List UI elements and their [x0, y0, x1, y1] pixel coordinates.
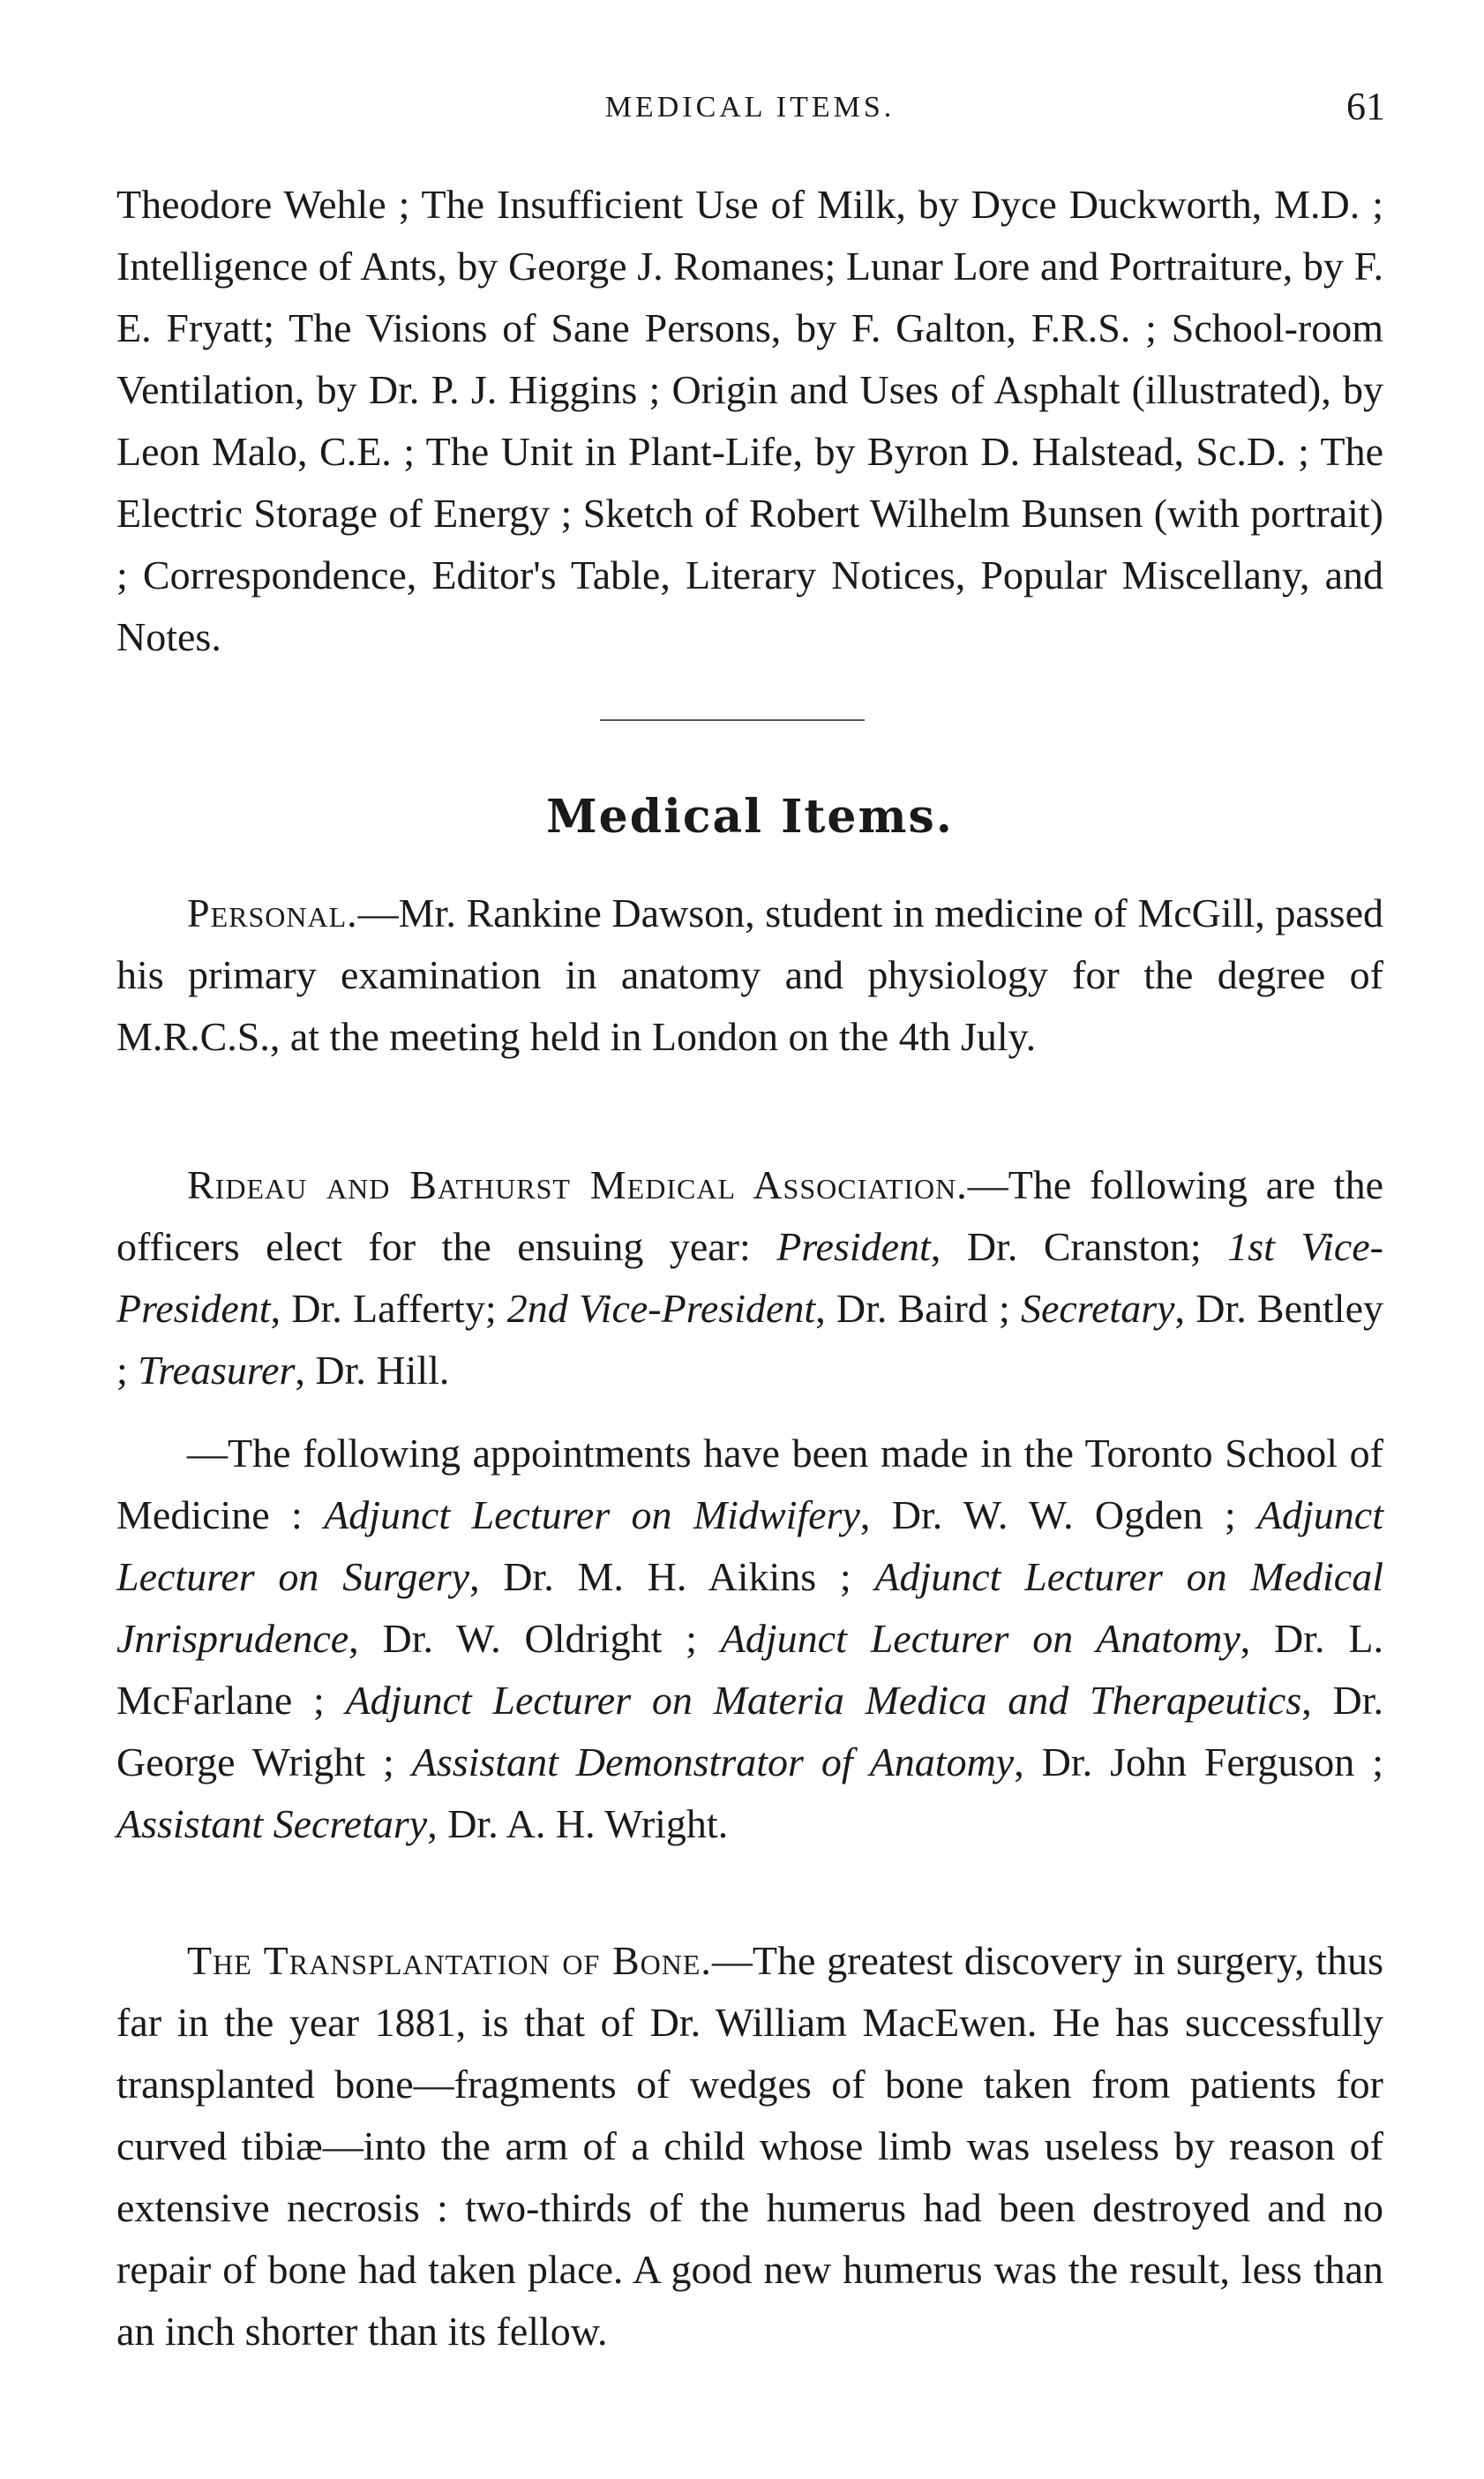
personal-heading: Personal. [187, 890, 358, 935]
appointment-title: Assistant Secretary [116, 1801, 428, 1846]
running-title: MEDICAL ITEMS. [604, 91, 896, 124]
bone-body: —The greatest discovery in surgery, thus far in the year 1881, is that of Dr. William MacEwen. He has successfully transplanted bone—fragments of wedges of bone taken from patients for curved tibiæ—into the arm of a child whose limb was useless by reason of extensive necrosis : two-thirds of the humerus had been destroyed and no repair of bone had taken place. A good new humerus was the result, less than an inch shorter than its fellow. [116, 1938, 1383, 2354]
appointment-title: Adjunct Lecturer on Anatomy [720, 1616, 1240, 1661]
appointee-name: , Dr. John Ferguson ; [1014, 1739, 1383, 1784]
appointment-title: Adjunct Lecturer on Surgery [116, 1492, 1383, 1599]
officer-title: Treasurer [138, 1348, 296, 1393]
page-number: 61 [1346, 85, 1385, 128]
officer-name: , Dr. Lafferty; [270, 1286, 507, 1331]
rideau-item [116, 1154, 1383, 1401]
officer-title: Secretary [1020, 1286, 1175, 1331]
officer-title: 1st Vice-President [116, 1224, 1383, 1331]
appointee-name: , Dr. George Wright ; [116, 1678, 1384, 1784]
rideau-paragraph [116, 1154, 1383, 1401]
appointee-name: , Dr. M. H. Aikins ; [469, 1554, 875, 1599]
bone-item [116, 1930, 1383, 2363]
appointment-title: Adjunct Lecturer on Medical Jnrisprudence [116, 1554, 1384, 1661]
toronto-intro: —The following appointments have been made in the Toronto School of Medicine : [116, 1431, 1383, 1537]
toronto-paragraph [116, 1423, 1383, 1855]
contents-paragraph: Theodore Wehle ; The Insufficient Use of Milk, by Dyce Duckworth, M.D. ; Intelligence of Ants, by George J. Romanes; Lunar Lore and Portraiture, by F. E. Fryatt; The Visions of Sane Persons, by F. Galton, F.R.S. ; School-room Ventilation, by Dr. P. J. Higgins ; Origin and Uses of Asphalt (illustrated), by Leon Malo, C.E. ; The Unit in Plant-Life, by Byron D. Halstead, Sc.D. ; The Electric Storage of Energy ; Sketch of Robert Wilhelm Bunsen (with portrait) ; Correspondence, Editor's Table, Literary Notices, Popular Miscellany, and Notes. [116, 182, 1383, 659]
toronto-item [116, 1423, 1383, 1855]
officer-name: , Dr. Baird ; [815, 1286, 1021, 1331]
personal-item [116, 883, 1383, 1068]
appointee-name: , Dr. L. McFarlane ; [116, 1616, 1383, 1723]
bone-paragraph [116, 1930, 1383, 2363]
officer-title: 2nd Vice-President [506, 1286, 816, 1331]
officer-title: President [776, 1224, 931, 1269]
appointment-title: Adjunct Lecturer on Midwifery [324, 1492, 860, 1537]
appointee-name: , Dr. A. H. Wright. [427, 1801, 729, 1846]
appointment-title: Assistant Demonstrator of Anatomy [411, 1739, 1015, 1784]
bone-heading: The Transplantation of Bone. [187, 1938, 712, 1983]
section-divider [600, 719, 865, 721]
previous-article-contents [116, 174, 1383, 668]
running-head [115, 84, 1385, 137]
personal-paragraph [116, 883, 1383, 1068]
appointee-name: , Dr. W. Oldright ; [349, 1616, 721, 1661]
personal-body: —Mr. Rankine Dawson, student in medicine of McGill, passed his primary examination in anatomy and physiology for the degree of M.R.C.S., at the meeting held in London on the 4th July. [116, 890, 1383, 1059]
officer-name: , Dr. Cranston; [930, 1224, 1228, 1269]
appointee-name: , Dr. W. W. Ogden ; [859, 1492, 1257, 1537]
rideau-intro: —The following are the officers elect for the ensuing year: [116, 1162, 1384, 1269]
officer-name: , Dr. Hill. [295, 1348, 450, 1393]
rideau-heading: Rideau and Bathurst Medical Association. [187, 1162, 968, 1207]
officer-name: , Dr. Bentley ; [116, 1286, 1383, 1393]
section-title: Medical Items. [546, 790, 954, 844]
appointment-title: Adjunct Lecturer on Materia Medica and Therapeutics [345, 1678, 1302, 1723]
